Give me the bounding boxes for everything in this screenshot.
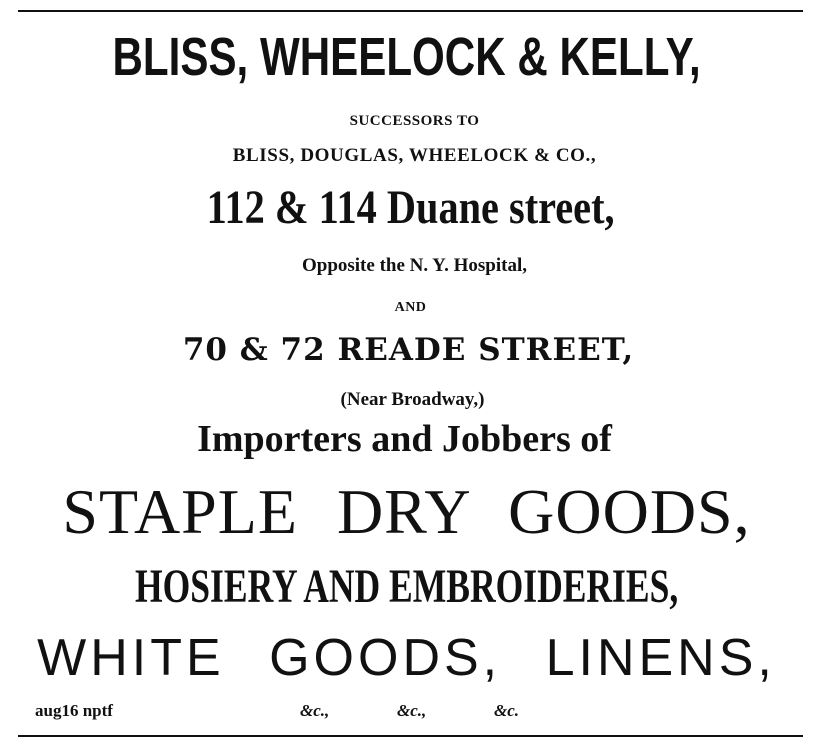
bottom-rule: [18, 735, 803, 737]
bottom-row: [0, 702, 813, 726]
duane-address-note: Opposite the N. Y. Hospital,: [301, 255, 528, 276]
reade-street-address: 70 & 72 READE STREET,: [182, 332, 635, 368]
firm-name: BLISS, WHEELOCK & KELLY,: [112, 27, 701, 87]
top-rule: [18, 10, 803, 12]
successors-label: SUCCESSORS TO: [349, 113, 480, 129]
product-white-goods-linens: WHITE GOODS, LINENS,: [37, 629, 776, 687]
reade-address-note: (Near Broadway,): [340, 389, 485, 410]
etcetera-2: &c.,: [397, 701, 427, 720]
product-staple-dry-goods: STAPLE DRY GOODS,: [62, 476, 751, 547]
etcetera-3: &c.: [494, 701, 520, 720]
duane-street-address: 112 & 114 Duane street,: [206, 181, 615, 234]
predecessor-firm: BLISS, DOUGLAS, WHEELOCK & CO.,: [232, 145, 597, 166]
etcetera-1: &c.,: [300, 701, 330, 720]
product-hosiery-embroideries: HOSIERY AND EMBROIDERIES,: [135, 560, 679, 613]
insertion-code: aug16 nptf: [35, 701, 113, 720]
trade-line: Importers and Jobbers of: [197, 418, 612, 460]
conjunction: AND: [394, 300, 427, 315]
